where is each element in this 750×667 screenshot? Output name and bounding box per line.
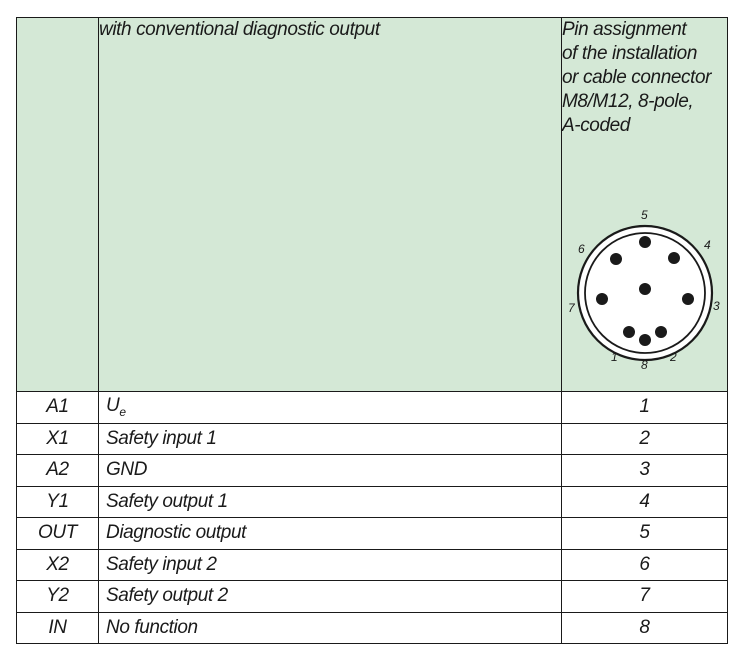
description-text: Diagnostic output bbox=[106, 522, 247, 544]
description-text: GND bbox=[106, 459, 148, 481]
pin-dot-6 bbox=[610, 253, 622, 265]
description-text: Safety input 2 bbox=[106, 553, 217, 575]
terminal-cell: OUT bbox=[17, 518, 99, 550]
terminal-cell: Y2 bbox=[17, 581, 99, 613]
pin-cell: 4 bbox=[562, 486, 728, 518]
table-row bbox=[17, 549, 728, 581]
description-cell bbox=[99, 455, 562, 487]
table-row bbox=[17, 392, 728, 424]
description-text: Safety output 2 bbox=[106, 585, 228, 607]
pin-cell: 7 bbox=[562, 581, 728, 613]
terminal-cell: A2 bbox=[17, 455, 99, 487]
description-text: No function bbox=[106, 616, 198, 638]
pin-dot-1 bbox=[623, 326, 635, 338]
pin-label-6: 6 bbox=[577, 242, 584, 256]
pin-label-2: 2 bbox=[669, 350, 676, 364]
pin-title-line: A-coded bbox=[562, 115, 630, 136]
description-text: Safety output 1 bbox=[106, 490, 228, 512]
terminal-cell: X1 bbox=[17, 423, 99, 455]
pin-cell: 2 bbox=[562, 423, 728, 455]
description-cell bbox=[99, 549, 562, 581]
description-text: Safety input 1 bbox=[106, 427, 217, 449]
description-cell bbox=[99, 518, 562, 550]
pin-label-5: 5 bbox=[640, 208, 647, 222]
description-text: U bbox=[106, 395, 120, 417]
pin-label-7: 7 bbox=[567, 301, 574, 315]
pin-title-line: or cable connector bbox=[562, 67, 712, 88]
table-row bbox=[17, 518, 728, 550]
connector-pinout-diagram bbox=[568, 208, 722, 372]
description-cell bbox=[99, 392, 562, 424]
pin-dot-5 bbox=[639, 236, 651, 248]
terminal-cell: A1 bbox=[17, 392, 99, 424]
pin-dot-8-center bbox=[639, 283, 651, 295]
pin-cell: 3 bbox=[562, 455, 728, 487]
pin-label-1: 1 bbox=[610, 350, 617, 364]
table-row bbox=[17, 423, 728, 455]
header-description-cell bbox=[99, 18, 562, 392]
pin-title-line: M8/M12, 8-pole, bbox=[562, 91, 694, 112]
pin-cell: 5 bbox=[562, 518, 728, 550]
pin-title-line: of the installation bbox=[562, 43, 697, 64]
table-row bbox=[17, 486, 728, 518]
header-terminal-cell bbox=[17, 18, 99, 392]
description-subscript: e bbox=[119, 405, 126, 420]
pin-dot-7 bbox=[596, 293, 608, 305]
description-cell bbox=[99, 423, 562, 455]
pin-assignment-title bbox=[562, 18, 727, 138]
pin-dot-2 bbox=[655, 326, 667, 338]
terminal-cell: IN bbox=[17, 612, 99, 644]
header-row bbox=[17, 18, 728, 392]
pin-label-8: 8 bbox=[640, 358, 647, 372]
header-description: with conventional diagnostic output bbox=[99, 19, 380, 40]
description-cell bbox=[99, 581, 562, 613]
terminal-cell: X2 bbox=[17, 549, 99, 581]
table-row bbox=[17, 581, 728, 613]
table-row bbox=[17, 455, 728, 487]
pin-label-3: 3 bbox=[712, 299, 719, 313]
pin-assignment-table bbox=[16, 17, 728, 644]
pin-cell: 6 bbox=[562, 549, 728, 581]
pin-dot-8 bbox=[639, 334, 651, 346]
description-cell bbox=[99, 612, 562, 644]
pin-title-line: Pin assignment bbox=[562, 19, 687, 40]
pin-dot-3 bbox=[682, 293, 694, 305]
table-row bbox=[17, 612, 728, 644]
header-pin-cell bbox=[562, 18, 728, 392]
pin-cell: 1 bbox=[562, 392, 728, 424]
terminal-cell: Y1 bbox=[17, 486, 99, 518]
description-cell bbox=[99, 486, 562, 518]
pin-label-4: 4 bbox=[703, 238, 710, 252]
pin-dot-4 bbox=[668, 252, 680, 264]
pin-cell: 8 bbox=[562, 612, 728, 644]
